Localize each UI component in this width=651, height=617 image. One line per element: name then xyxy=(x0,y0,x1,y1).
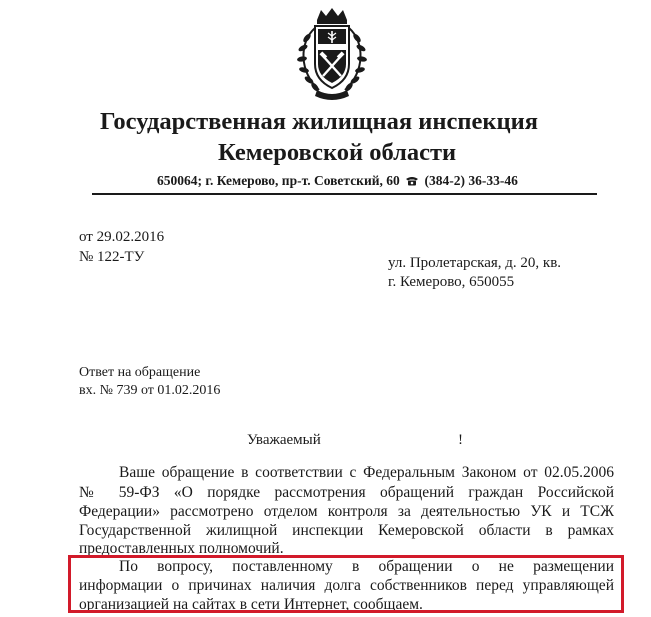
letter-date: от 29.02.2016 xyxy=(79,229,165,245)
paragraph2-line2: информации о причинах наличия долга собственников перед управляющей xyxy=(79,577,614,594)
highlight-box xyxy=(68,555,624,613)
header-divider xyxy=(92,193,597,195)
reply-label: Ответ на обращение xyxy=(79,365,201,380)
organization-name-line1: Государственная жилищная инспекция xyxy=(100,108,538,135)
paragraph1-line4: Государственной жилищной инспекции Кемеровской области в рамках xyxy=(79,522,614,539)
phone-icon xyxy=(405,175,419,186)
incoming-reference: вх. № 739 от 01.02.2016 xyxy=(79,383,221,398)
recipient-street: ул. Пролетарская, д. 20, кв. xyxy=(388,255,562,271)
organization-name-line2: Кемеровской области xyxy=(218,139,457,166)
paragraph1-line5: предоставленных полномочий. xyxy=(79,540,284,557)
salutation: Уважаемый xyxy=(247,432,321,448)
paragraph2-line3: организацией на сайтах в сети Интернет, сообщаем. xyxy=(79,596,423,613)
paragraph1-line2: № 59-ФЗ «О порядке рассмотрения обращений граждан Российской xyxy=(79,484,614,501)
paragraph1-line1: Ваше обращение в соответствии с Федеральным Законом от 02.05.2006 xyxy=(119,464,614,481)
address-line xyxy=(157,173,518,189)
letter-number: № 122-ТУ xyxy=(79,249,145,265)
paragraph1-line3: Федерации» рассмотрено отделом контроля за деятельностью УК и ТСЖ xyxy=(79,503,614,520)
coat-of-arms-emblem xyxy=(293,6,371,104)
phone-number: (384-2) 36-33-46 xyxy=(424,173,518,188)
salutation-exclamation: ! xyxy=(458,432,463,448)
recipient-city: г. Кемерово, 650055 xyxy=(388,274,515,290)
address-text: 650064; г. Кемерово, пр-т. Советский, 60 xyxy=(157,173,400,188)
paragraph2-line1: По вопросу, поставленному в обращении о не размещении xyxy=(119,558,614,575)
